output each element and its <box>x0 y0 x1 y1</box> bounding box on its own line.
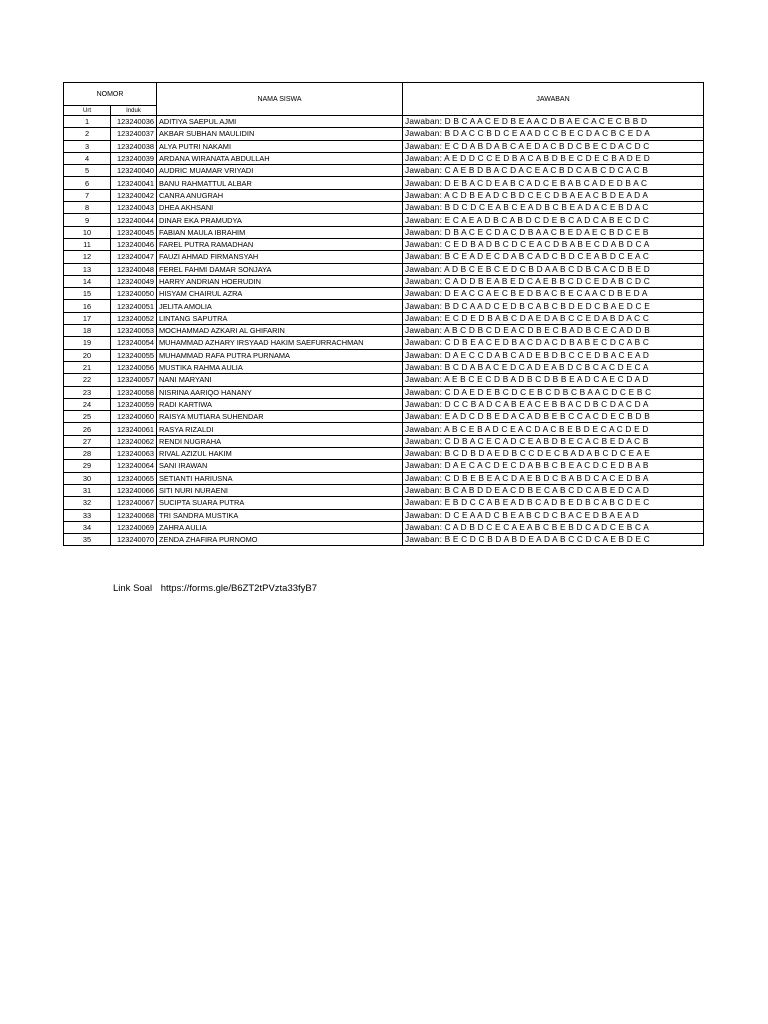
row-nama: ZENDA ZHAFIRA PURNOMO <box>157 534 403 546</box>
row-induk: 123240046 <box>111 238 157 250</box>
row-urt: 34 <box>64 521 111 533</box>
row-urt: 5 <box>64 165 111 177</box>
row-jawaban: Jawaban: D C E A A D C B E A B C D C B A C E D B A E A D <box>403 509 704 521</box>
row-induk: 123240067 <box>111 497 157 509</box>
row-induk: 123240064 <box>111 460 157 472</box>
row-jawaban: Jawaban: E A D C D B E D A C A D B E B C C A C D E C B D B <box>403 411 704 423</box>
table-body <box>64 116 704 546</box>
table-row <box>64 472 704 484</box>
table-row <box>64 411 704 423</box>
row-jawaban: Jawaban: C E D B A D B C D C E A C D B A B E C D A B D C A <box>403 238 704 250</box>
row-induk: 123240041 <box>111 177 157 189</box>
row-jawaban: Jawaban: B C A B D D E A C D B E C A B C D C A B E D C A D <box>403 484 704 496</box>
row-induk: 123240051 <box>111 300 157 312</box>
row-urt: 35 <box>64 534 111 546</box>
table-row <box>64 202 704 214</box>
row-induk: 123240068 <box>111 509 157 521</box>
row-jawaban: Jawaban: C D B E A C E D B A C D A C D B A B E C D C A B C <box>403 337 704 349</box>
row-nama: ADITIYA SAEPUL AJMI <box>157 116 403 128</box>
row-nama: SETIANTI HARIUSNA <box>157 472 403 484</box>
row-induk: 123240055 <box>111 349 157 361</box>
row-jawaban: Jawaban: A C D B E A D C B D C E C D B A E A C B D E A D A <box>403 189 704 201</box>
row-urt: 15 <box>64 288 111 300</box>
table-row <box>64 238 704 250</box>
row-induk: 123240053 <box>111 325 157 337</box>
table-row <box>64 349 704 361</box>
row-induk: 123240065 <box>111 472 157 484</box>
row-urt: 18 <box>64 325 111 337</box>
table-row <box>64 140 704 152</box>
table-row <box>64 275 704 287</box>
row-jawaban: Jawaban: C A E B D B A C D A C E A C B D C A B C D C A C B <box>403 165 704 177</box>
row-urt: 25 <box>64 411 111 423</box>
row-urt: 4 <box>64 152 111 164</box>
row-urt: 1 <box>64 116 111 128</box>
row-jawaban: Jawaban: A E D D C C E D B A C A B D B E C D E C B A D E D <box>403 152 704 164</box>
table-row <box>64 325 704 337</box>
row-jawaban: Jawaban: A D B C E B C E D C B D A A B C D B C A C D B E D <box>403 263 704 275</box>
row-nama: HISYAM CHAIRUL AZRA <box>157 288 403 300</box>
table-row <box>64 460 704 472</box>
row-urt: 26 <box>64 423 111 435</box>
row-jawaban: Jawaban: D A E C C D A B C A D E B D B C C E D B A C E A D <box>403 349 704 361</box>
link-row <box>113 583 323 594</box>
row-jawaban: Jawaban: C A D B D C E C A E A B C B E B D C A D C E B C A <box>403 521 704 533</box>
row-nama: ZAHRA AULIA <box>157 521 403 533</box>
table-row <box>64 312 704 324</box>
row-induk: 123240059 <box>111 398 157 410</box>
row-nama: CANRA ANUGRAH <box>157 189 403 201</box>
row-urt: 29 <box>64 460 111 472</box>
row-nama: SUCIPTA SUARA PUTRA <box>157 497 403 509</box>
row-nama: AKBAR SUBHAN MAULIDIN <box>157 128 403 140</box>
row-nama: LINTANG SAPUTRA <box>157 312 403 324</box>
row-urt: 22 <box>64 374 111 386</box>
row-jawaban: Jawaban: E C D A B D A B C A E D A C B D C B E C D A C D C <box>403 140 704 152</box>
table-row <box>64 116 704 128</box>
row-urt: 30 <box>64 472 111 484</box>
table-row <box>64 337 704 349</box>
table-row <box>64 398 704 410</box>
row-nama: DINAR EKA PRAMUDYA <box>157 214 403 226</box>
row-nama: NANI MARYANI <box>157 374 403 386</box>
header-urt: Urt <box>64 106 111 116</box>
row-urt: 11 <box>64 238 111 250</box>
table-row <box>64 288 704 300</box>
row-jawaban: Jawaban: A B C E B A D C E A C D A C B E B D E C A C D E D <box>403 423 704 435</box>
row-jawaban: Jawaban: D B A C E C D A C D B A A C B E D A E C B D C E B <box>403 226 704 238</box>
row-jawaban: Jawaban: D E B A C D E A B C A D C E B A B C A D E D B A C <box>403 177 704 189</box>
row-nama: NISRINA AARIQO HANANY <box>157 386 403 398</box>
row-induk: 123240056 <box>111 361 157 373</box>
row-induk: 123240047 <box>111 251 157 263</box>
row-urt: 7 <box>64 189 111 201</box>
row-induk: 123240063 <box>111 448 157 460</box>
table-row <box>64 152 704 164</box>
row-jawaban: Jawaban: B D C D C E A B C E A D B C B E A D A C E B D A C <box>403 202 704 214</box>
row-urt: 28 <box>64 448 111 460</box>
header-nama-siswa: NAMA SISWA <box>157 83 403 116</box>
table-row <box>64 214 704 226</box>
row-jawaban: Jawaban: E C D E D B A B C D A E D A B C C E D A B D A C C <box>403 312 704 324</box>
row-urt: 13 <box>64 263 111 275</box>
row-jawaban: Jawaban: B C D B D A E D B C C D E C B A D A B C D C E A E <box>403 448 704 460</box>
row-jawaban: Jawaban: B D A C C B D C E A A D C C B E C D A C B C E D A <box>403 128 704 140</box>
row-nama: SITI NURI NURAENI <box>157 484 403 496</box>
table-row <box>64 177 704 189</box>
row-induk: 123240043 <box>111 202 157 214</box>
row-jawaban: Jawaban: E B D C C A B E A D B C A D B E D B C A B C D E C <box>403 497 704 509</box>
row-jawaban: Jawaban: D C C B A D C A B E A C E B B A C D B C D A C D A <box>403 398 704 410</box>
row-nama: SANI IRAWAN <box>157 460 403 472</box>
row-urt: 3 <box>64 140 111 152</box>
row-urt: 6 <box>64 177 111 189</box>
link-label: Link Soal <box>113 583 153 594</box>
table-row <box>64 263 704 275</box>
row-nama: RADI KARTIWA <box>157 398 403 410</box>
row-jawaban: Jawaban: B C E A D E C D A B C A D C B D C E A B D C E A C <box>403 251 704 263</box>
row-urt: 8 <box>64 202 111 214</box>
row-induk: 123240062 <box>111 435 157 447</box>
row-induk: 123240060 <box>111 411 157 423</box>
student-answer-table <box>63 82 704 546</box>
row-induk: 123240058 <box>111 386 157 398</box>
row-nama: TRI SANDRA MUSTIKA <box>157 509 403 521</box>
row-nama: JELITA AMOLIA <box>157 300 403 312</box>
row-induk: 123240070 <box>111 534 157 546</box>
row-induk: 123240042 <box>111 189 157 201</box>
row-nama: FAREL PUTRA RAMADHAN <box>157 238 403 250</box>
row-nama: AUDRIC MUAMAR VRIYADI <box>157 165 403 177</box>
row-induk: 123240054 <box>111 337 157 349</box>
row-urt: 19 <box>64 337 111 349</box>
header-nomor: NOMOR <box>64 83 157 106</box>
row-nama: RAISYA MUTIARA SUHENDAR <box>157 411 403 423</box>
row-nama: ARDANA WIRANATA ABDULLAH <box>157 152 403 164</box>
table-row <box>64 165 704 177</box>
row-induk: 123240037 <box>111 128 157 140</box>
row-induk: 123240038 <box>111 140 157 152</box>
row-jawaban: Jawaban: C D A E D E B C D C E B C D B C B A A C D C E B C <box>403 386 704 398</box>
row-urt: 10 <box>64 226 111 238</box>
row-nama: FAUZI AHMAD FIRMANSYAH <box>157 251 403 263</box>
table-row <box>64 386 704 398</box>
row-jawaban: Jawaban: C A D D B E A B E D C A E B B C D C E D A B C D C <box>403 275 704 287</box>
row-induk: 123240061 <box>111 423 157 435</box>
row-nama: HARRY ANDRIAN HOERUDIN <box>157 275 403 287</box>
table-row <box>64 226 704 238</box>
table-row <box>64 423 704 435</box>
row-induk: 123240036 <box>111 116 157 128</box>
row-jawaban: Jawaban: A E B C E C D B A D B C D B B E A D C A E C D A D <box>403 374 704 386</box>
row-jawaban: Jawaban: D A E C A C D E C D A B B C B E A C D C E D B A B <box>403 460 704 472</box>
row-urt: 24 <box>64 398 111 410</box>
row-nama: FABIAN MAULA IBRAHIM <box>157 226 403 238</box>
row-induk: 123240050 <box>111 288 157 300</box>
row-nama: DHEA AKHSANI <box>157 202 403 214</box>
row-urt: 27 <box>64 435 111 447</box>
table-row <box>64 374 704 386</box>
row-induk: 123240066 <box>111 484 157 496</box>
row-nama: FEREL FAHMI DAMAR SONJAYA <box>157 263 403 275</box>
row-nama: MUSTIKA RAHMA AULIA <box>157 361 403 373</box>
table-row <box>64 534 704 546</box>
header-jawaban: JAWABAN <box>403 83 704 116</box>
row-nama: RENDI NUGRAHA <box>157 435 403 447</box>
row-urt: 2 <box>64 128 111 140</box>
row-induk: 123240049 <box>111 275 157 287</box>
row-nama: MUHAMMAD RAFA PUTRA PURNAMA <box>157 349 403 361</box>
table-row <box>64 251 704 263</box>
row-jawaban: Jawaban: B C D A B A C E D C A D E A B D C B C A C D E C A <box>403 361 704 373</box>
row-jawaban: Jawaban: C D B A C E C A D C E A B D B E C A C B E D A C B <box>403 435 704 447</box>
table-row <box>64 189 704 201</box>
row-urt: 31 <box>64 484 111 496</box>
table-row <box>64 128 704 140</box>
row-urt: 33 <box>64 509 111 521</box>
header-induk: Induk <box>111 106 157 116</box>
form-link[interactable]: https://forms.gle/B6ZT2tPVzta33fyB7 <box>160 583 318 594</box>
table-row <box>64 521 704 533</box>
table-row <box>64 448 704 460</box>
row-induk: 123240048 <box>111 263 157 275</box>
table-row <box>64 484 704 496</box>
row-nama: BANU RAHMATTUL ALBAR <box>157 177 403 189</box>
row-urt: 14 <box>64 275 111 287</box>
row-induk: 123240040 <box>111 165 157 177</box>
row-urt: 16 <box>64 300 111 312</box>
row-induk: 123240069 <box>111 521 157 533</box>
row-urt: 12 <box>64 251 111 263</box>
row-induk: 123240039 <box>111 152 157 164</box>
row-nama: ALYA PUTRI NAKAMI <box>157 140 403 152</box>
row-induk: 123240045 <box>111 226 157 238</box>
row-jawaban: Jawaban: B E C D C B D A B D E A D A B C C D C A E B D E C <box>403 534 704 546</box>
row-jawaban: Jawaban: D E A C C A E C B E D B A C B E C A A C D B E D A <box>403 288 704 300</box>
row-jawaban: Jawaban: D B C A A C E D B E A A C D B A E C A C E C B B D <box>403 116 704 128</box>
row-jawaban: Jawaban: E C A E A D B C A B D C D E B C A D C A B E C D C <box>403 214 704 226</box>
row-induk: 123240052 <box>111 312 157 324</box>
row-induk: 123240057 <box>111 374 157 386</box>
row-urt: 21 <box>64 361 111 373</box>
row-urt: 32 <box>64 497 111 509</box>
row-urt: 23 <box>64 386 111 398</box>
row-induk: 123240044 <box>111 214 157 226</box>
table-row <box>64 435 704 447</box>
table-row <box>64 300 704 312</box>
row-urt: 20 <box>64 349 111 361</box>
row-nama: RIVAL AZIZUL HAKIM <box>157 448 403 460</box>
answer-sheet <box>63 82 703 546</box>
row-urt: 17 <box>64 312 111 324</box>
row-jawaban: Jawaban: C D B E B E A C D A E B D C B A B D C A C E D B A <box>403 472 704 484</box>
table-row <box>64 361 704 373</box>
row-jawaban: Jawaban: B D C A A D C E D B C A B C B D E D C B A E D C E <box>403 300 704 312</box>
row-nama: RASYA RIZALDI <box>157 423 403 435</box>
row-jawaban: Jawaban: A B C D B C D E A C D B E C B A D B C E C A D D B <box>403 325 704 337</box>
row-urt: 9 <box>64 214 111 226</box>
table-row <box>64 497 704 509</box>
table-row <box>64 509 704 521</box>
row-nama: MUHAMMAD AZHARY IRSYAAD HAKIM SAEFURRACHMAN <box>157 337 403 349</box>
row-nama: MOCHAMMAD AZKARI AL GHIFARIN <box>157 325 403 337</box>
